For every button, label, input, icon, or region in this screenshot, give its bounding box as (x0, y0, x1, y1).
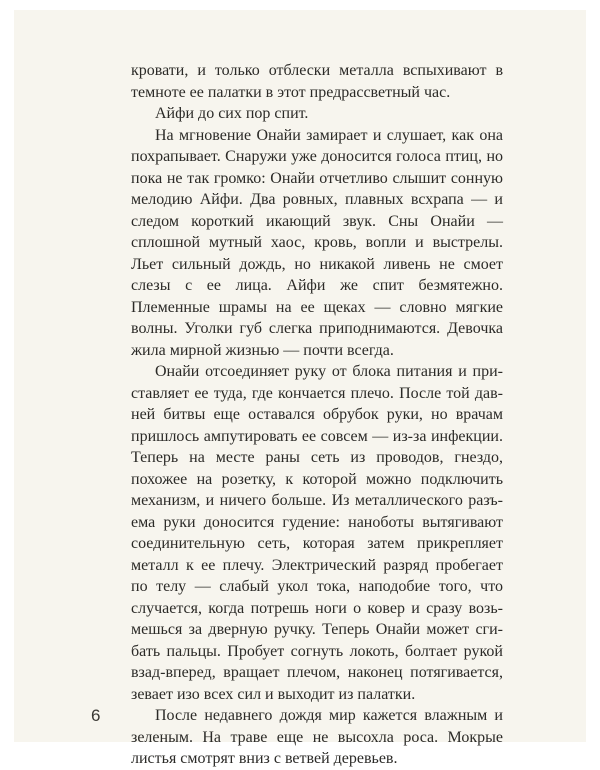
paragraph: На мгновение Онайи замирает и слушает, как она похрапывает. Снаружи уже доносится голоса птиц, но пока не так громко: Онайи отчетливо слышит сонную мелодию Айфи. Два ровных, плавных всхрапа — и следом короткий икающий звук. Сны Онайи — сплошной мутный хаос, кровь, вопли и выстрелы. Льет сильный дождь, но никакой ливень не смоет слезы с ее лица. Айфи же спит безмятежно. Племенные шрамы на ее щеках — словно мягкие волны. Уголки губ слегка приподнимаются. Девочка жила мирной жизнью — почти всегда. (131, 126, 503, 359)
paragraph: После недавнего дождя мир кажется влажным и зеленым. На траве еще не высохла роса. Мокрые листья смотрят вниз с ветвей деревьев. (131, 707, 503, 767)
body-text (131, 60, 503, 770)
paragraph: Айфи до сих пор спит. (155, 105, 309, 122)
book-page (14, 10, 586, 767)
paragraph: Онайи отсоединяет руку от блока питания и приставляет ее туда, где кончается плечо. После той давней битвы еще оставался обрубок руки, но врачам пришлось ампутировать ее совсем — из-за инфекции. Теперь на месте раны сеть из проводов, гнездо, похожее на розетку, к которой можно подключить механизм, и ничего больше. Из металлического разъема руки доносится гудение: наноботы вытягивают соединительную сеть, которая затем прикрепляет металл к ее плечу. Электрический разряд пробегает по телу — слабый укол тока, наподобие того, что случается, когда потрешь ноги о ковер и сразу возьмешься за дверную ручку. Теперь Онайи может сгибать пальцы. Пробует согнуть локоть, болтает рукой взад-вперед, вращает плечом, наконец потягивается, зевает изо всех сил и выходит из палатки. (131, 363, 503, 703)
paragraph-continued: кровати, и только отблески металла вспыхивают в темноте ее палатки в этот предрассветный час. (131, 62, 503, 101)
page-number: 6 (91, 706, 101, 725)
